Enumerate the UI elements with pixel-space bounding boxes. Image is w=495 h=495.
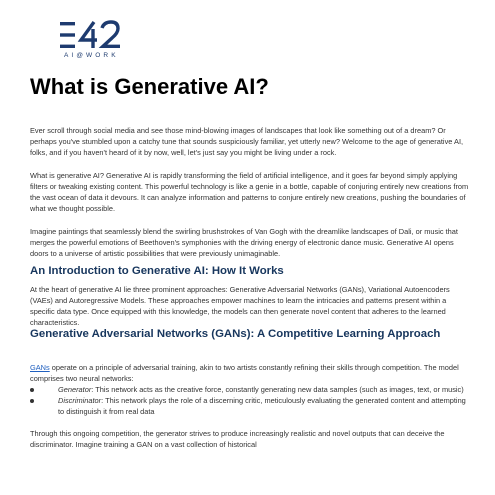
- bullet-text: : This network acts as the creative force, constantly generating new data samples (such as images, text, or music): [91, 385, 464, 394]
- e42-logo: [60, 20, 130, 66]
- bullet-icon: [30, 399, 34, 403]
- logo-tagline: AI@WORK: [64, 52, 119, 59]
- intro-paragraph-1: Ever scroll through social media and see those mind-blowing images of landscapes that look like something out of a dream? Or perhaps you've stumbled upon a catchy tune that sounds suspiciously familiar, yet utterly new? Welcome to the age of generative AI, folks, and if you haven't heard of it by now, well, let's just say you might be living under a rock.: [30, 126, 464, 157]
- gans-paragraph: [30, 362, 472, 384]
- section1-paragraph: At the heart of generative AI lie three prominent approaches: Generative Adversarial Networks (GANs), Variational Autoencoders (VAEs) and Autoregressive Models. These approaches empower machines to learn the intricacies and patterns present within a specific data type. Once equipped with this knowledge, the models can then generate novel content that adheres to the learned characteristics.: [30, 285, 450, 327]
- intro-paragraph-3: Imagine paintings that seamlessly blend the swirling brushstrokes of Van Gogh with the dreamlike landscapes of Dali, or music that merges the powerful emotions of Beethoven's symphonies with the driving energy of electronic dance music. Generative AI opens doors to a universe of artistic possibilities that were previously unimaginable.: [30, 227, 458, 258]
- bullet-icon: [30, 388, 34, 392]
- list-item: [30, 384, 472, 395]
- intro-paragraph-2: What is generative AI? Generative AI is rapidly transforming the field of artificial intelligence, and it goes far beyond simply applying filters or tweaking existing content. This powerful technology is like a genie in a bottle, capable of conjuring entirely new creations from the vast ocean of data it devours. It can analyze information and patterns to conjure entirely new creations, pushing the boundaries of what we thought possible.: [30, 171, 469, 213]
- gans-link[interactable]: GANs: [30, 363, 50, 372]
- list-item: [30, 395, 472, 417]
- bullet-term: Discriminator: [58, 396, 102, 405]
- gans-paragraph-text: operate on a principle of adversarial training, akin to two artists constantly refining their skills through competition. The model comprises two neural networks:: [30, 363, 459, 383]
- bullet-text: : This network plays the role of a discerning critic, meticulously evaluating the generated content and attempting to distinguish it from real data: [58, 396, 466, 416]
- e42-logo-mark: [60, 20, 130, 50]
- bullet-body: [55, 384, 472, 395]
- bullet-term: Generator: [58, 385, 92, 394]
- closing-paragraph: Through this ongoing competition, the generator strives to produce increasingly realistic and novel outputs that can deceive the discriminator. Imagine training a GAN on a vast collection of historical: [30, 429, 445, 449]
- page-title: What is Generative AI?: [30, 74, 269, 99]
- bullet-list: [30, 384, 472, 417]
- bullet-body: [55, 395, 472, 417]
- section-heading-gans: Generative Adversarial Networks (GANs): A Competitive Learning Approach: [30, 328, 441, 340]
- section-heading-how-it-works: An Introduction to Generative AI: How It Works: [30, 265, 284, 277]
